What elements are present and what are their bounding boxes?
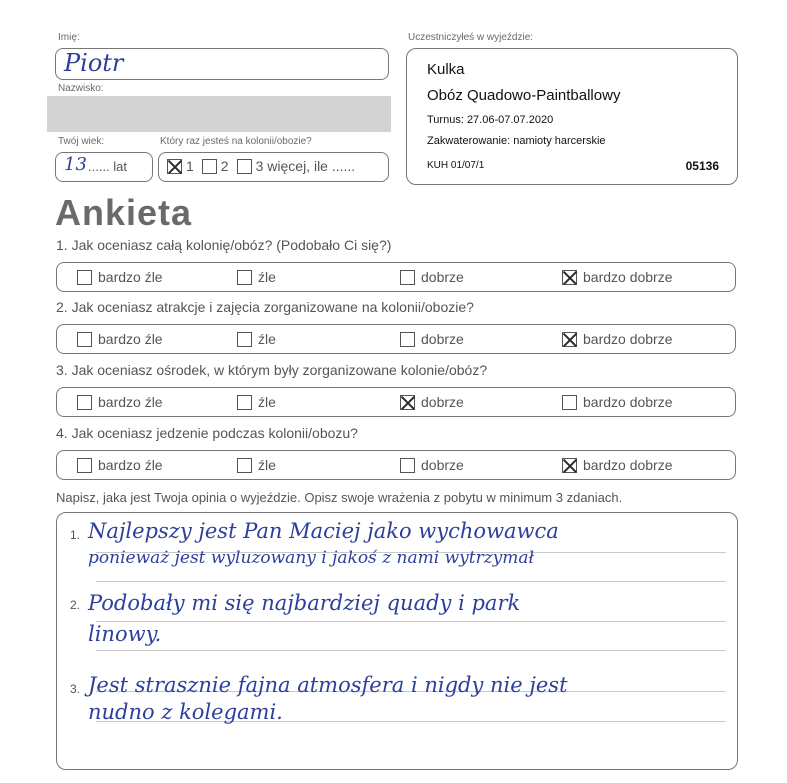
question-3-option[interactable] [400, 394, 464, 410]
question-3-option[interactable] [77, 394, 163, 410]
question-3-option[interactable] [562, 394, 673, 410]
option-label: źle [258, 394, 276, 410]
option-label: dobrze [421, 269, 464, 285]
which-time-checkbox-2[interactable] [202, 159, 217, 174]
ruled-line [96, 581, 726, 582]
option-checkbox[interactable] [237, 395, 252, 410]
option-label: bardzo źle [98, 457, 163, 473]
answer-1-number: 1. [70, 528, 81, 542]
which-time-option-3: 3 więcej, ile ...... [255, 158, 356, 174]
question-2-option[interactable] [237, 331, 276, 347]
trip-turnus: Turnus: 27.06-07.07.2020 [427, 114, 554, 126]
trip-number: 05136 [685, 159, 719, 173]
question-4-option[interactable] [562, 457, 673, 473]
question-1-option[interactable] [237, 269, 276, 285]
option-label: dobrze [421, 394, 464, 410]
option-label: źle [258, 331, 276, 347]
option-checkbox[interactable] [77, 458, 92, 473]
trip-camp-name: Obóz Quadowo-Paintballowy [427, 87, 621, 104]
question-2-option[interactable] [77, 331, 163, 347]
question-4-option[interactable] [400, 457, 464, 473]
option-label: źle [258, 457, 276, 473]
option-label: bardzo dobrze [583, 394, 673, 410]
question-1-text: 1. Jak oceniasz całą kolonię/obóz? (Podobało Ci się?) [56, 237, 392, 253]
answer-1-line: Najlepszy jest Pan Maciej jako wychowawca [88, 519, 559, 543]
participant-label: Uczestniczyłeś w wyjeździe: [408, 32, 534, 43]
question-1-option[interactable] [562, 269, 673, 285]
which-time-checkbox-1[interactable] [167, 159, 182, 174]
option-checkbox[interactable] [400, 395, 415, 410]
question-3-option[interactable] [237, 394, 276, 410]
name-value: Piotr [64, 49, 124, 77]
option-checkbox[interactable] [400, 270, 415, 285]
answer-1-line: ponieważ jest wyluzowany i jakoś z nami wytrzymał [88, 548, 535, 568]
question-1-option[interactable] [400, 269, 464, 285]
option-label: bardzo dobrze [583, 331, 673, 347]
age-unit: ...... lat [88, 159, 128, 174]
answer-3-line: nudno z kolegami. [88, 700, 283, 724]
option-checkbox[interactable] [237, 270, 252, 285]
option-label: źle [258, 269, 276, 285]
answer-3-line: Jest strasznie fajna atmosfera i nigdy nie jest [88, 673, 568, 697]
option-label: dobrze [421, 331, 464, 347]
age-label: Twój wiek: [58, 136, 105, 147]
which-time-field [158, 152, 389, 182]
answer-2-number: 2. [70, 598, 81, 612]
question-2-option[interactable] [562, 331, 673, 347]
question-4-text: 4. Jak oceniasz jedzenie podczas kolonii/obozu? [56, 425, 358, 441]
option-checkbox[interactable] [400, 332, 415, 347]
answer-2-line: linowy. [88, 622, 162, 646]
option-checkbox[interactable] [400, 458, 415, 473]
trip-code: KUH 01/07/1 [427, 160, 485, 171]
option-label: bardzo dobrze [583, 457, 673, 473]
option-checkbox[interactable] [562, 332, 577, 347]
question-4-option[interactable] [237, 457, 276, 473]
which-time-label: Który raz jesteś na kolonii/obozie? [160, 136, 312, 147]
ruled-line [96, 650, 726, 651]
trip-info-box [406, 48, 738, 185]
age-value: 13 [64, 154, 87, 175]
which-time-option-1: 1 [186, 158, 194, 174]
which-time-option-2: 2 [220, 158, 229, 174]
option-checkbox[interactable] [77, 332, 92, 347]
ruled-line [96, 621, 726, 622]
question-2-options [56, 324, 736, 354]
option-label: dobrze [421, 457, 464, 473]
question-2-text: 2. Jak oceniasz atrakcje i zajęcia zorganizowane na kolonii/obozie? [56, 299, 474, 315]
question-4-options [56, 450, 736, 480]
trip-organizer: Kulka [427, 61, 465, 78]
question-2-option[interactable] [400, 331, 464, 347]
which-time-checkbox-3[interactable] [237, 159, 252, 174]
answer-3-number: 3. [70, 682, 81, 696]
name-field[interactable] [55, 48, 389, 80]
option-checkbox[interactable] [77, 270, 92, 285]
option-checkbox[interactable] [562, 270, 577, 285]
option-checkbox[interactable] [562, 458, 577, 473]
option-checkbox[interactable] [237, 458, 252, 473]
answer-2-line: Podobały mi się najbardziej quady i park [88, 591, 521, 615]
option-label: bardzo źle [98, 331, 163, 347]
question-3-text: 3. Jak oceniasz ośrodek, w którym były zorganizowane kolonie/obóz? [56, 362, 488, 378]
page-title: Ankieta [55, 192, 193, 233]
question-3-options [56, 387, 736, 417]
surname-redaction [47, 96, 391, 132]
question-1-option[interactable] [77, 269, 163, 285]
option-checkbox[interactable] [77, 395, 92, 410]
name-label: Imię: [58, 32, 80, 43]
trip-accommodation: Zakwaterowanie: namioty harcerskie [427, 135, 606, 147]
option-label: bardzo źle [98, 394, 163, 410]
option-label: bardzo źle [98, 269, 163, 285]
option-checkbox[interactable] [237, 332, 252, 347]
age-field[interactable] [55, 152, 153, 182]
option-checkbox[interactable] [562, 395, 577, 410]
question-1-options [56, 262, 736, 292]
question-4-option[interactable] [77, 457, 163, 473]
opinion-prompt: Napisz, jaka jest Twoja opinia o wyjeździe. Opisz swoje wrażenia z pobytu w minimum 3 zdaniach. [56, 490, 623, 505]
option-label: bardzo dobrze [583, 269, 673, 285]
surname-label: Nazwisko: [58, 83, 104, 94]
